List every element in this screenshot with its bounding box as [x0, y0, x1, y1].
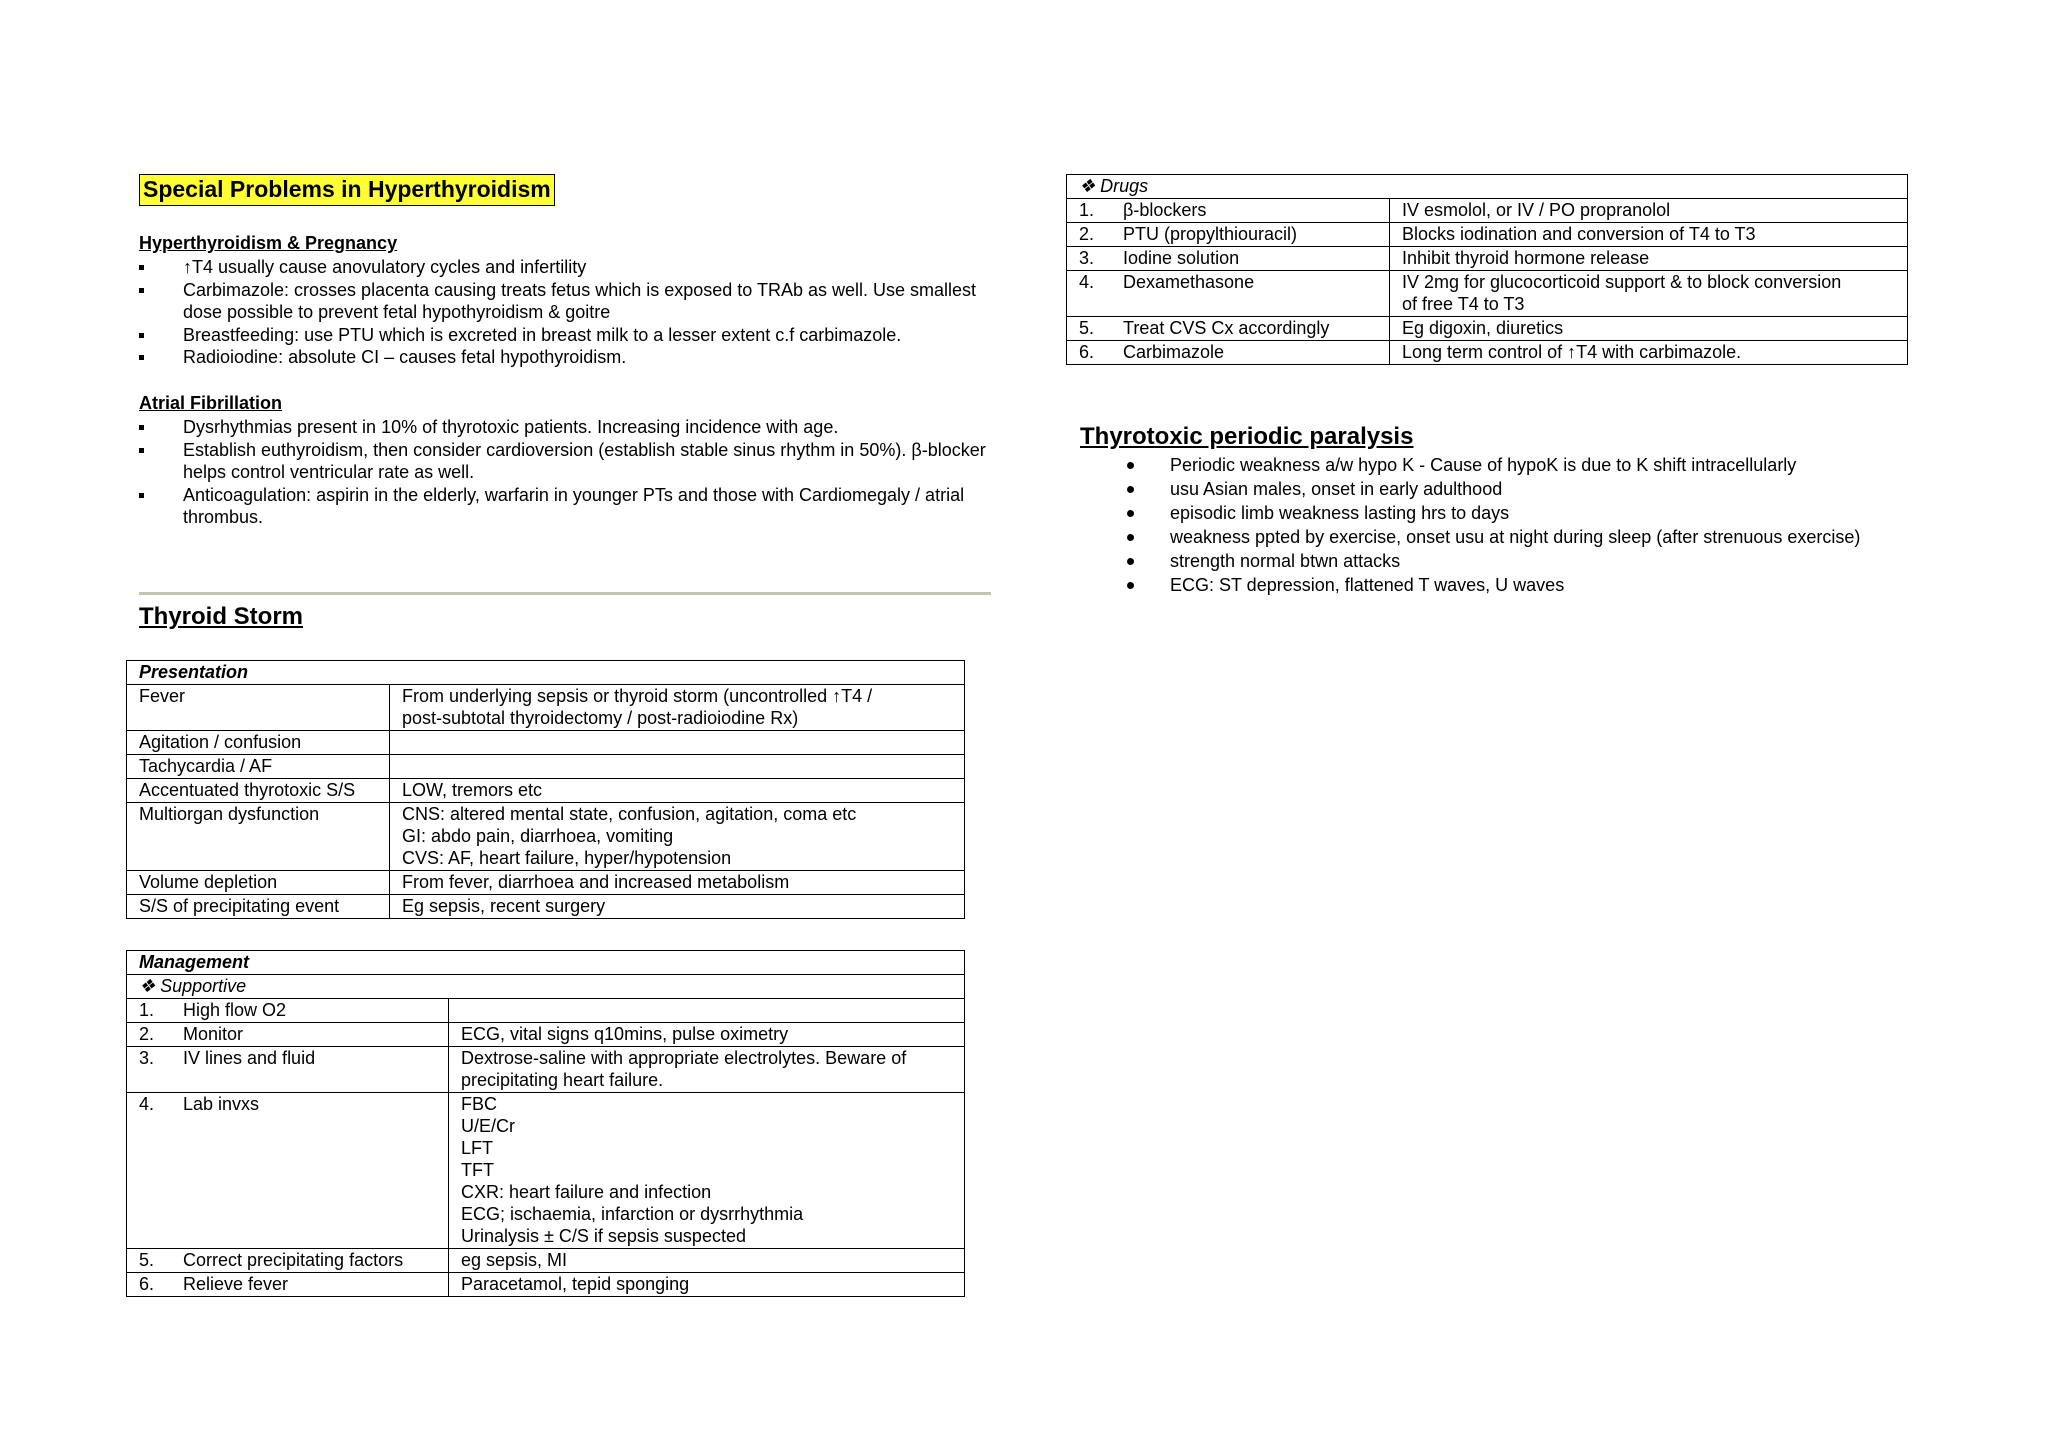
table-row: 3. IV lines and fluid Dextrose-saline with appropriate electrolytes. Beware of precipitating heart failure.	[127, 1047, 965, 1093]
list-item: Anticoagulation: aspirin in the elderly, warfarin in younger PTs and those with Cardiomegaly / atrial thrombus.	[139, 484, 1013, 529]
table-row: 3. Iodine solution Inhibit thyroid hormone release	[1067, 247, 1908, 271]
round-bullet-icon	[1127, 486, 1134, 493]
list-item: usu Asian males, onset in early adulthood	[1080, 477, 2040, 501]
af-list	[139, 416, 999, 529]
square-bullet-icon	[139, 333, 144, 338]
table-row: Volume depletion From fever, diarrhoea and increased metabolism	[127, 871, 965, 895]
storm-heading: Thyroid Storm	[139, 603, 304, 630]
square-bullet-icon	[139, 448, 144, 453]
table-header-row	[127, 951, 965, 975]
management-header: Management	[127, 951, 965, 975]
table-row: 2. Monitor ECG, vital signs q10mins, pulse oximetry	[127, 1023, 965, 1047]
pregnancy-heading: Hyperthyroidism & Pregnancy	[139, 233, 398, 253]
table-row: 1. β-blockers IV esmolol, or IV / PO propranolol	[1067, 199, 1908, 223]
drugs-header: ❖ Drugs	[1067, 175, 1908, 199]
drugs-table	[1066, 174, 1908, 365]
round-bullet-icon	[1127, 462, 1134, 469]
table-row: Multiorgan dysfunction CNS: altered mental state, confusion, agitation, coma etc GI: abdo pain, diarrhoea, vomiting CVS: AF, heart failure, hyper/hypotension	[127, 803, 965, 871]
page-title: Special Problems in Hyperthyroidism	[139, 174, 555, 206]
list-item: Establish euthyroidism, then consider cardioversion (establish stable sinus rhythm in 50%). β-blocker helps control ventricular rate as well.	[139, 439, 1013, 484]
table-row: 6. Carbimazole Long term control of ↑T4 with carbimazole.	[1067, 341, 1908, 365]
table-row: 4. Lab invxs FBC U/E/Cr LFT TFT CXR: heart failure and infection ECG; ischaemia, infarction or dysrrhythmia Urinalysis ± C/S if sepsis suspected	[127, 1093, 965, 1249]
square-bullet-icon	[139, 288, 144, 293]
list-item: ↑T4 usually cause anovulatory cycles and infertility	[139, 256, 999, 279]
list-item: Dysrhythmias present in 10% of thyrotoxic patients. Increasing incidence with age.	[139, 416, 999, 439]
list-item: weakness ppted by exercise, onset usu at night during sleep (after strenuous exercise)	[1080, 525, 2040, 549]
table-row: Agitation / confusion	[127, 731, 965, 755]
af-heading: Atrial Fibrillation	[139, 393, 283, 413]
table-header-row	[127, 661, 965, 685]
square-bullet-icon	[139, 493, 144, 498]
list-item: Periodic weakness a/w hypo K - Cause of hypoK is due to K shift intracellularly	[1080, 453, 2040, 477]
table-row: Fever From underlying sepsis or thyroid storm (uncontrolled ↑T4 / post-subtotal thyroidectomy / post-radioiodine Rx)	[127, 685, 965, 731]
table-row: 1. High flow O2	[127, 999, 965, 1023]
paralysis-heading: Thyrotoxic periodic paralysis	[1080, 423, 1414, 450]
table-row: 5. Treat CVS Cx accordingly Eg digoxin, diuretics	[1067, 317, 1908, 341]
table-row: 2. PTU (propylthiouracil) Blocks iodination and conversion of T4 to T3	[1067, 223, 1908, 247]
table-subheader-row	[127, 975, 965, 999]
management-table	[126, 950, 965, 1297]
table-row: Accentuated thyrotoxic S/S LOW, tremors etc	[127, 779, 965, 803]
presentation-table	[126, 660, 965, 919]
list-item: Radioiodine: absolute CI – causes fetal hypothyroidism.	[139, 346, 999, 369]
paralysis-list	[1080, 453, 2040, 597]
supportive-subheader: ❖ Supportive	[127, 975, 965, 999]
square-bullet-icon	[139, 265, 144, 270]
list-item: Breastfeeding: use PTU which is excreted in breast milk to a lesser extent c.f carbimazole.	[139, 324, 999, 347]
table-row: S/S of precipitating event Eg sepsis, recent surgery	[127, 895, 965, 919]
list-item: ECG: ST depression, flattened T waves, U waves	[1080, 573, 2040, 597]
pregnancy-list	[139, 256, 999, 369]
table-row: 4. Dexamethasone IV 2mg for glucocorticoid support & to block conversion of free T4 to T3	[1067, 271, 1908, 317]
table-row: 6. Relieve fever Paracetamol, tepid sponging	[127, 1273, 965, 1297]
list-item: strength normal btwn attacks	[1080, 549, 2040, 573]
table-row: 5. Correct precipitating factors eg sepsis, MI	[127, 1249, 965, 1273]
square-bullet-icon	[139, 425, 144, 430]
round-bullet-icon	[1127, 510, 1134, 517]
list-item: episodic limb weakness lasting hrs to days	[1080, 501, 2040, 525]
table-subheader-row	[1067, 175, 1908, 199]
section-divider	[139, 592, 991, 595]
round-bullet-icon	[1127, 534, 1134, 541]
table-row: Tachycardia / AF	[127, 755, 965, 779]
round-bullet-icon	[1127, 582, 1134, 589]
list-item: Carbimazole: crosses placenta causing treats fetus which is exposed to TRAb as well. Use smallest dose possible to prevent fetal hypothyroidism & goitre	[139, 279, 1003, 324]
square-bullet-icon	[139, 355, 144, 360]
presentation-header: Presentation	[127, 661, 965, 685]
round-bullet-icon	[1127, 558, 1134, 565]
